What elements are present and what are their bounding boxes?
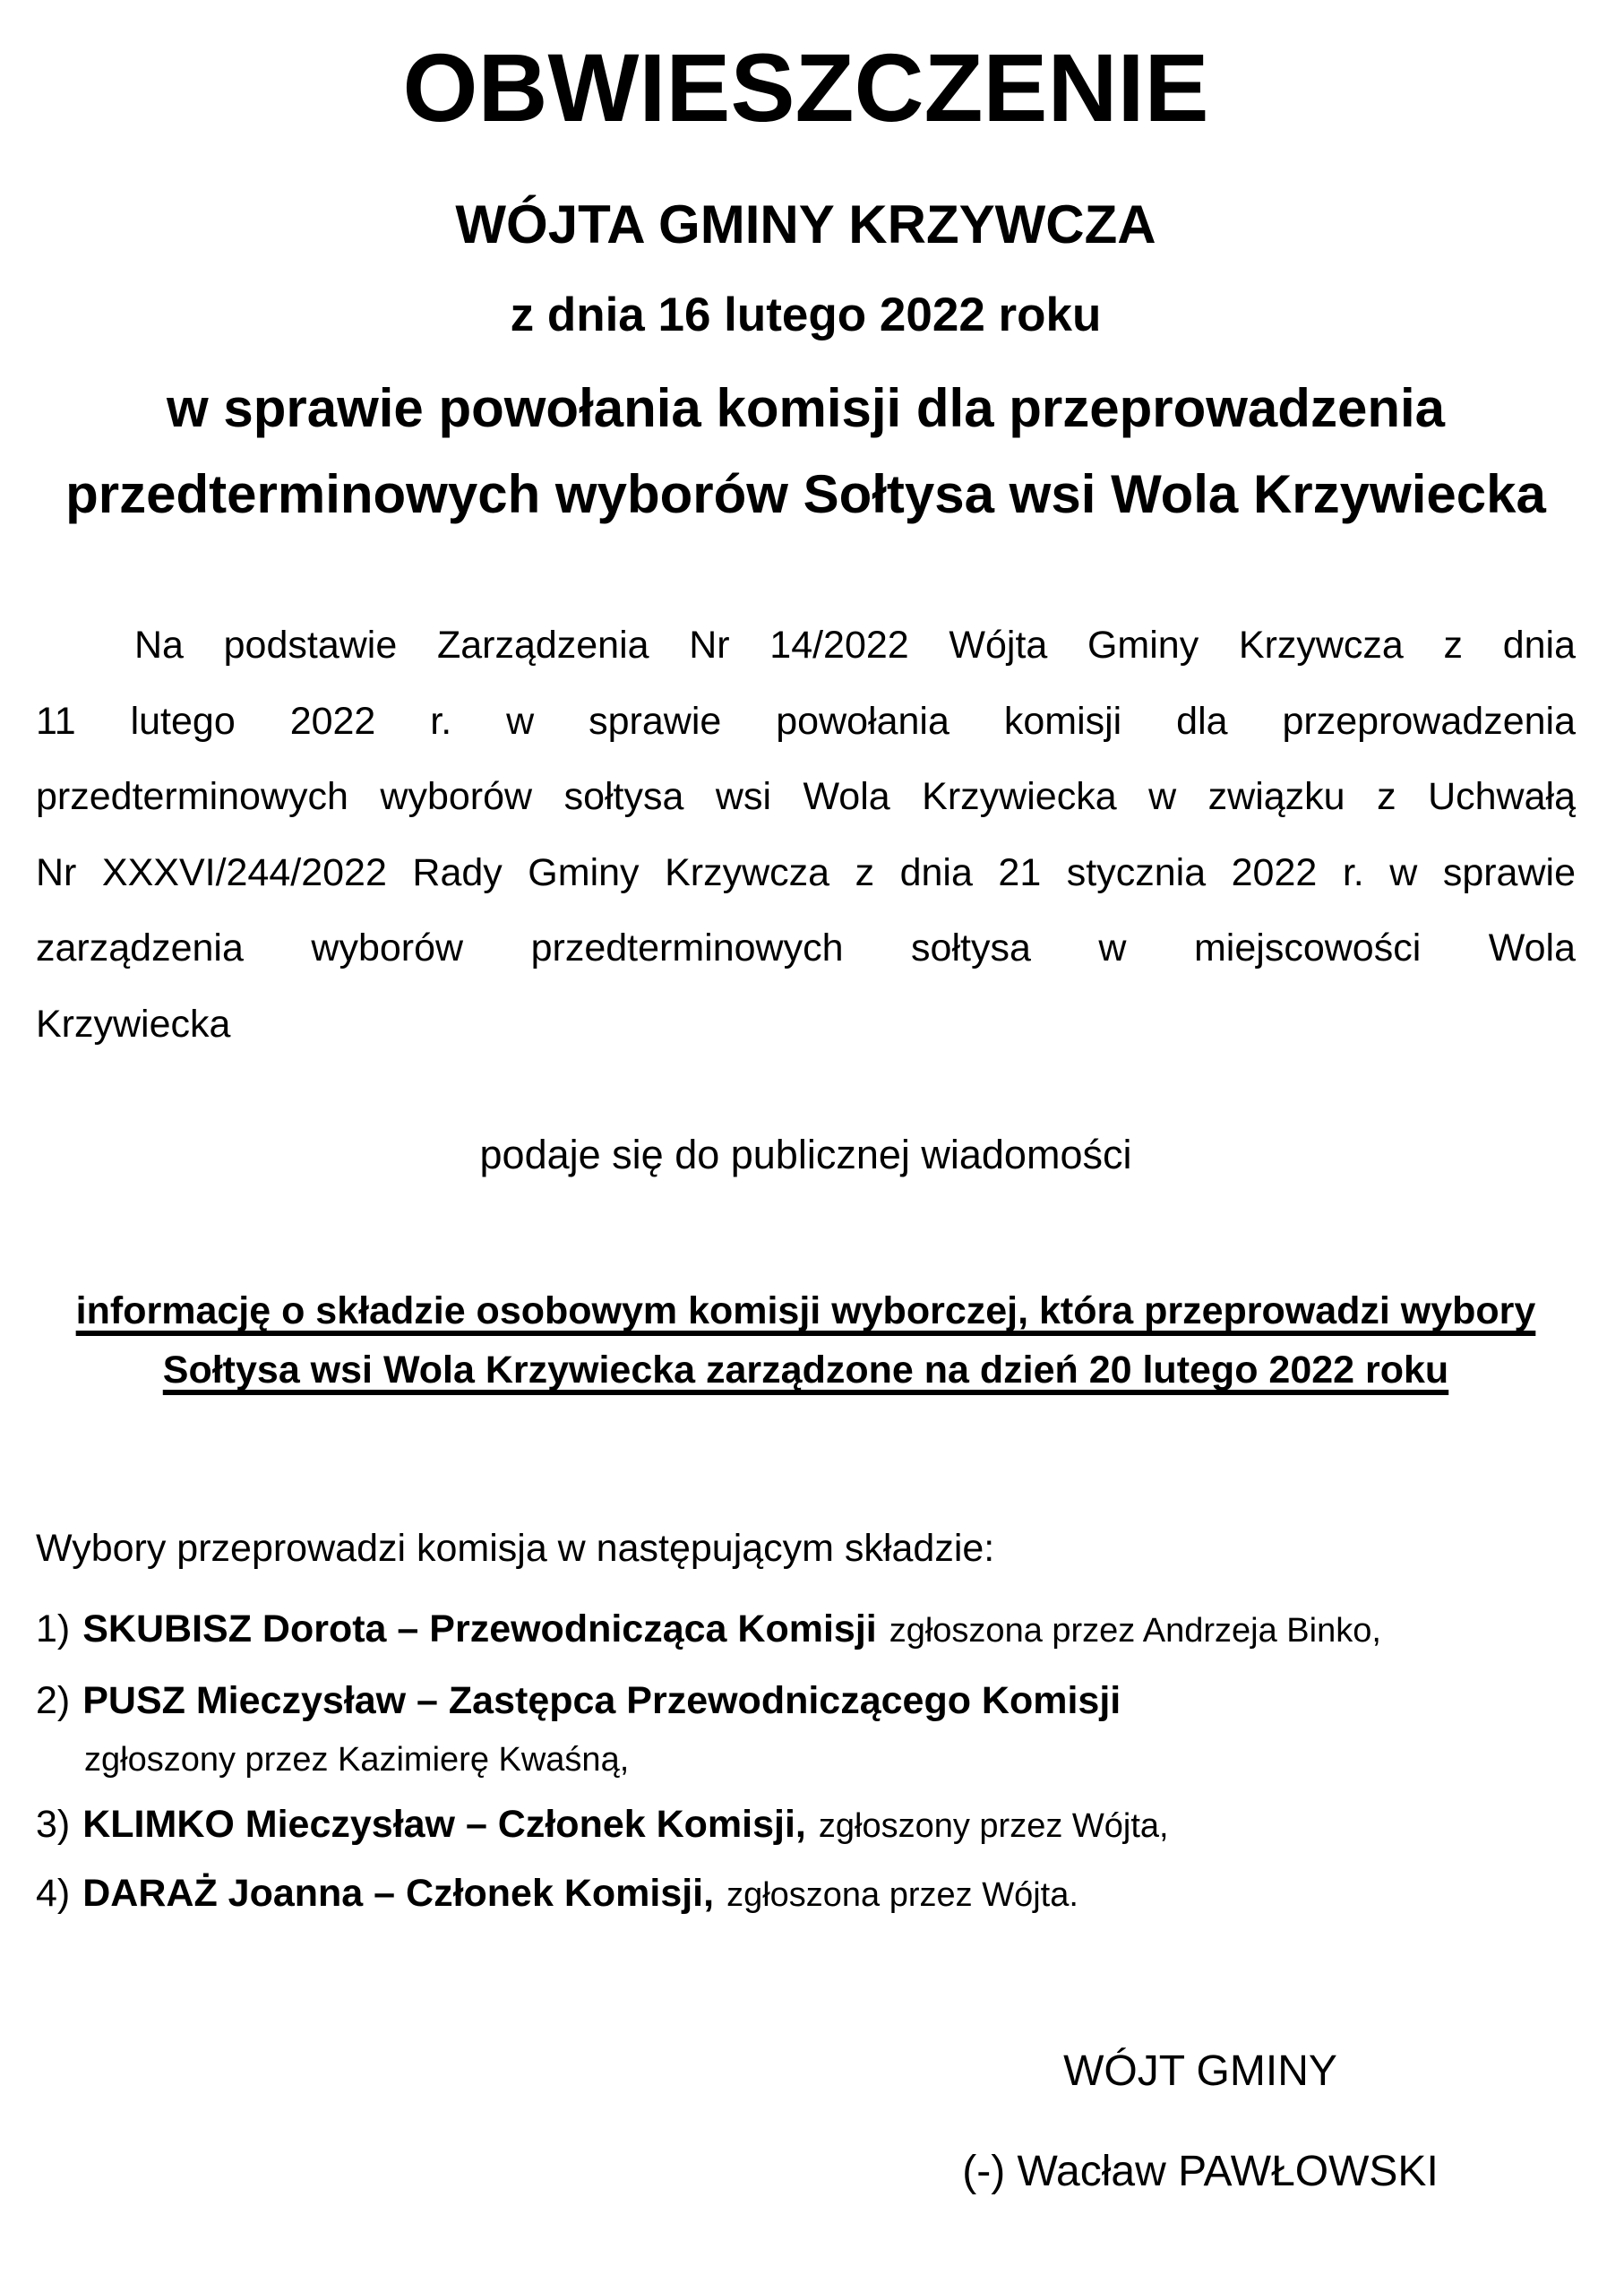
member-item-4 — [36, 1871, 1576, 1917]
issuer-line: WÓJTA GMINY KRZYWCZA — [455, 194, 1156, 254]
subject-line-1: w sprawie powołania komisji dla przeprowadzenia — [166, 378, 1446, 438]
member-item-1 — [36, 1607, 1576, 1653]
member-note: zgłoszony przez Wójta, — [818, 1807, 1169, 1845]
member-number: 2) — [36, 1679, 71, 1722]
committee-intro-line: Wybory przeprowadzi komisja w następującym składzie: — [36, 1527, 995, 1570]
info-underlined-line-1 — [36, 1281, 1576, 1340]
member-name-role: SKUBISZ Dorota – Przewodnicząca Komisji — [82, 1607, 877, 1650]
intro-line: 11 lutego 2022 r. w sprawie powołania komisji dla przeprowadzenia — [36, 699, 1576, 743]
member-item-3 — [36, 1802, 1576, 1848]
announcement-line: podaje się do publicznej wiadomości — [479, 1132, 1132, 1177]
member-note: zgłoszona przez Wójta. — [726, 1876, 1078, 1914]
member-name-role: DARAŻ Joanna – Członek Komisji, — [82, 1872, 715, 1915]
info-underlined-text-1: informację o składzie osobowym komisji wyborczej, która przeprowadzi wybory — [75, 1289, 1536, 1332]
intro-line: Krzywiecka — [36, 1002, 231, 1046]
member-name-role: KLIMKO Mieczysław – Członek Komisji, — [82, 1803, 806, 1846]
member-2-note-line: zgłoszony przez Kazimierę Kwaśną, — [84, 1741, 630, 1779]
document-title: OBWIESZCZENIE — [402, 33, 1209, 142]
intro-paragraph — [36, 608, 1576, 1063]
member-note: zgłoszona przez Andrzeja Binko, — [889, 1612, 1381, 1650]
member-item-2 — [36, 1678, 1576, 1723]
intro-line: przedterminowych wyborów sołtysa wsi Wola Krzywiecka w związku z Uchwałą — [36, 775, 1576, 819]
info-underlined-block — [36, 1281, 1576, 1400]
info-underlined-line-2 — [36, 1340, 1576, 1400]
subject-block — [36, 366, 1576, 538]
member-number: 1) — [36, 1607, 71, 1650]
intro-line: Nr XXXVI/244/2022 Rady Gminy Krzywcza z dnia 21 stycznia 2022 r. w sprawie — [36, 850, 1576, 894]
member-number: 4) — [36, 1872, 71, 1915]
intro-line: zarządzenia wyborów przedterminowych sołtysa w miejscowości Wola — [36, 926, 1576, 970]
date-line: z dnia 16 lutego 2022 roku — [510, 289, 1102, 341]
signature-name: (-) Wacław PAWŁOWSKI — [962, 2148, 1439, 2195]
member-name-role: PUSZ Mieczysław – Zastępca Przewodniczącego Komisji — [82, 1679, 1121, 1722]
intro-line: Na podstawie Zarządzenia Nr 14/2022 Wójta Gminy Krzywcza z dnia — [134, 624, 1576, 667]
signature-position: WÓJT GMINY — [1063, 2047, 1337, 2095]
info-underlined-text-2: Sołtysa wsi Wola Krzywiecka zarządzone na dzień 20 lutego 2022 roku — [162, 1349, 1449, 1392]
subject-line-2: przedterminowych wyborów Sołtysa wsi Wola Krzywiecka — [65, 464, 1546, 524]
member-number: 3) — [36, 1803, 71, 1846]
